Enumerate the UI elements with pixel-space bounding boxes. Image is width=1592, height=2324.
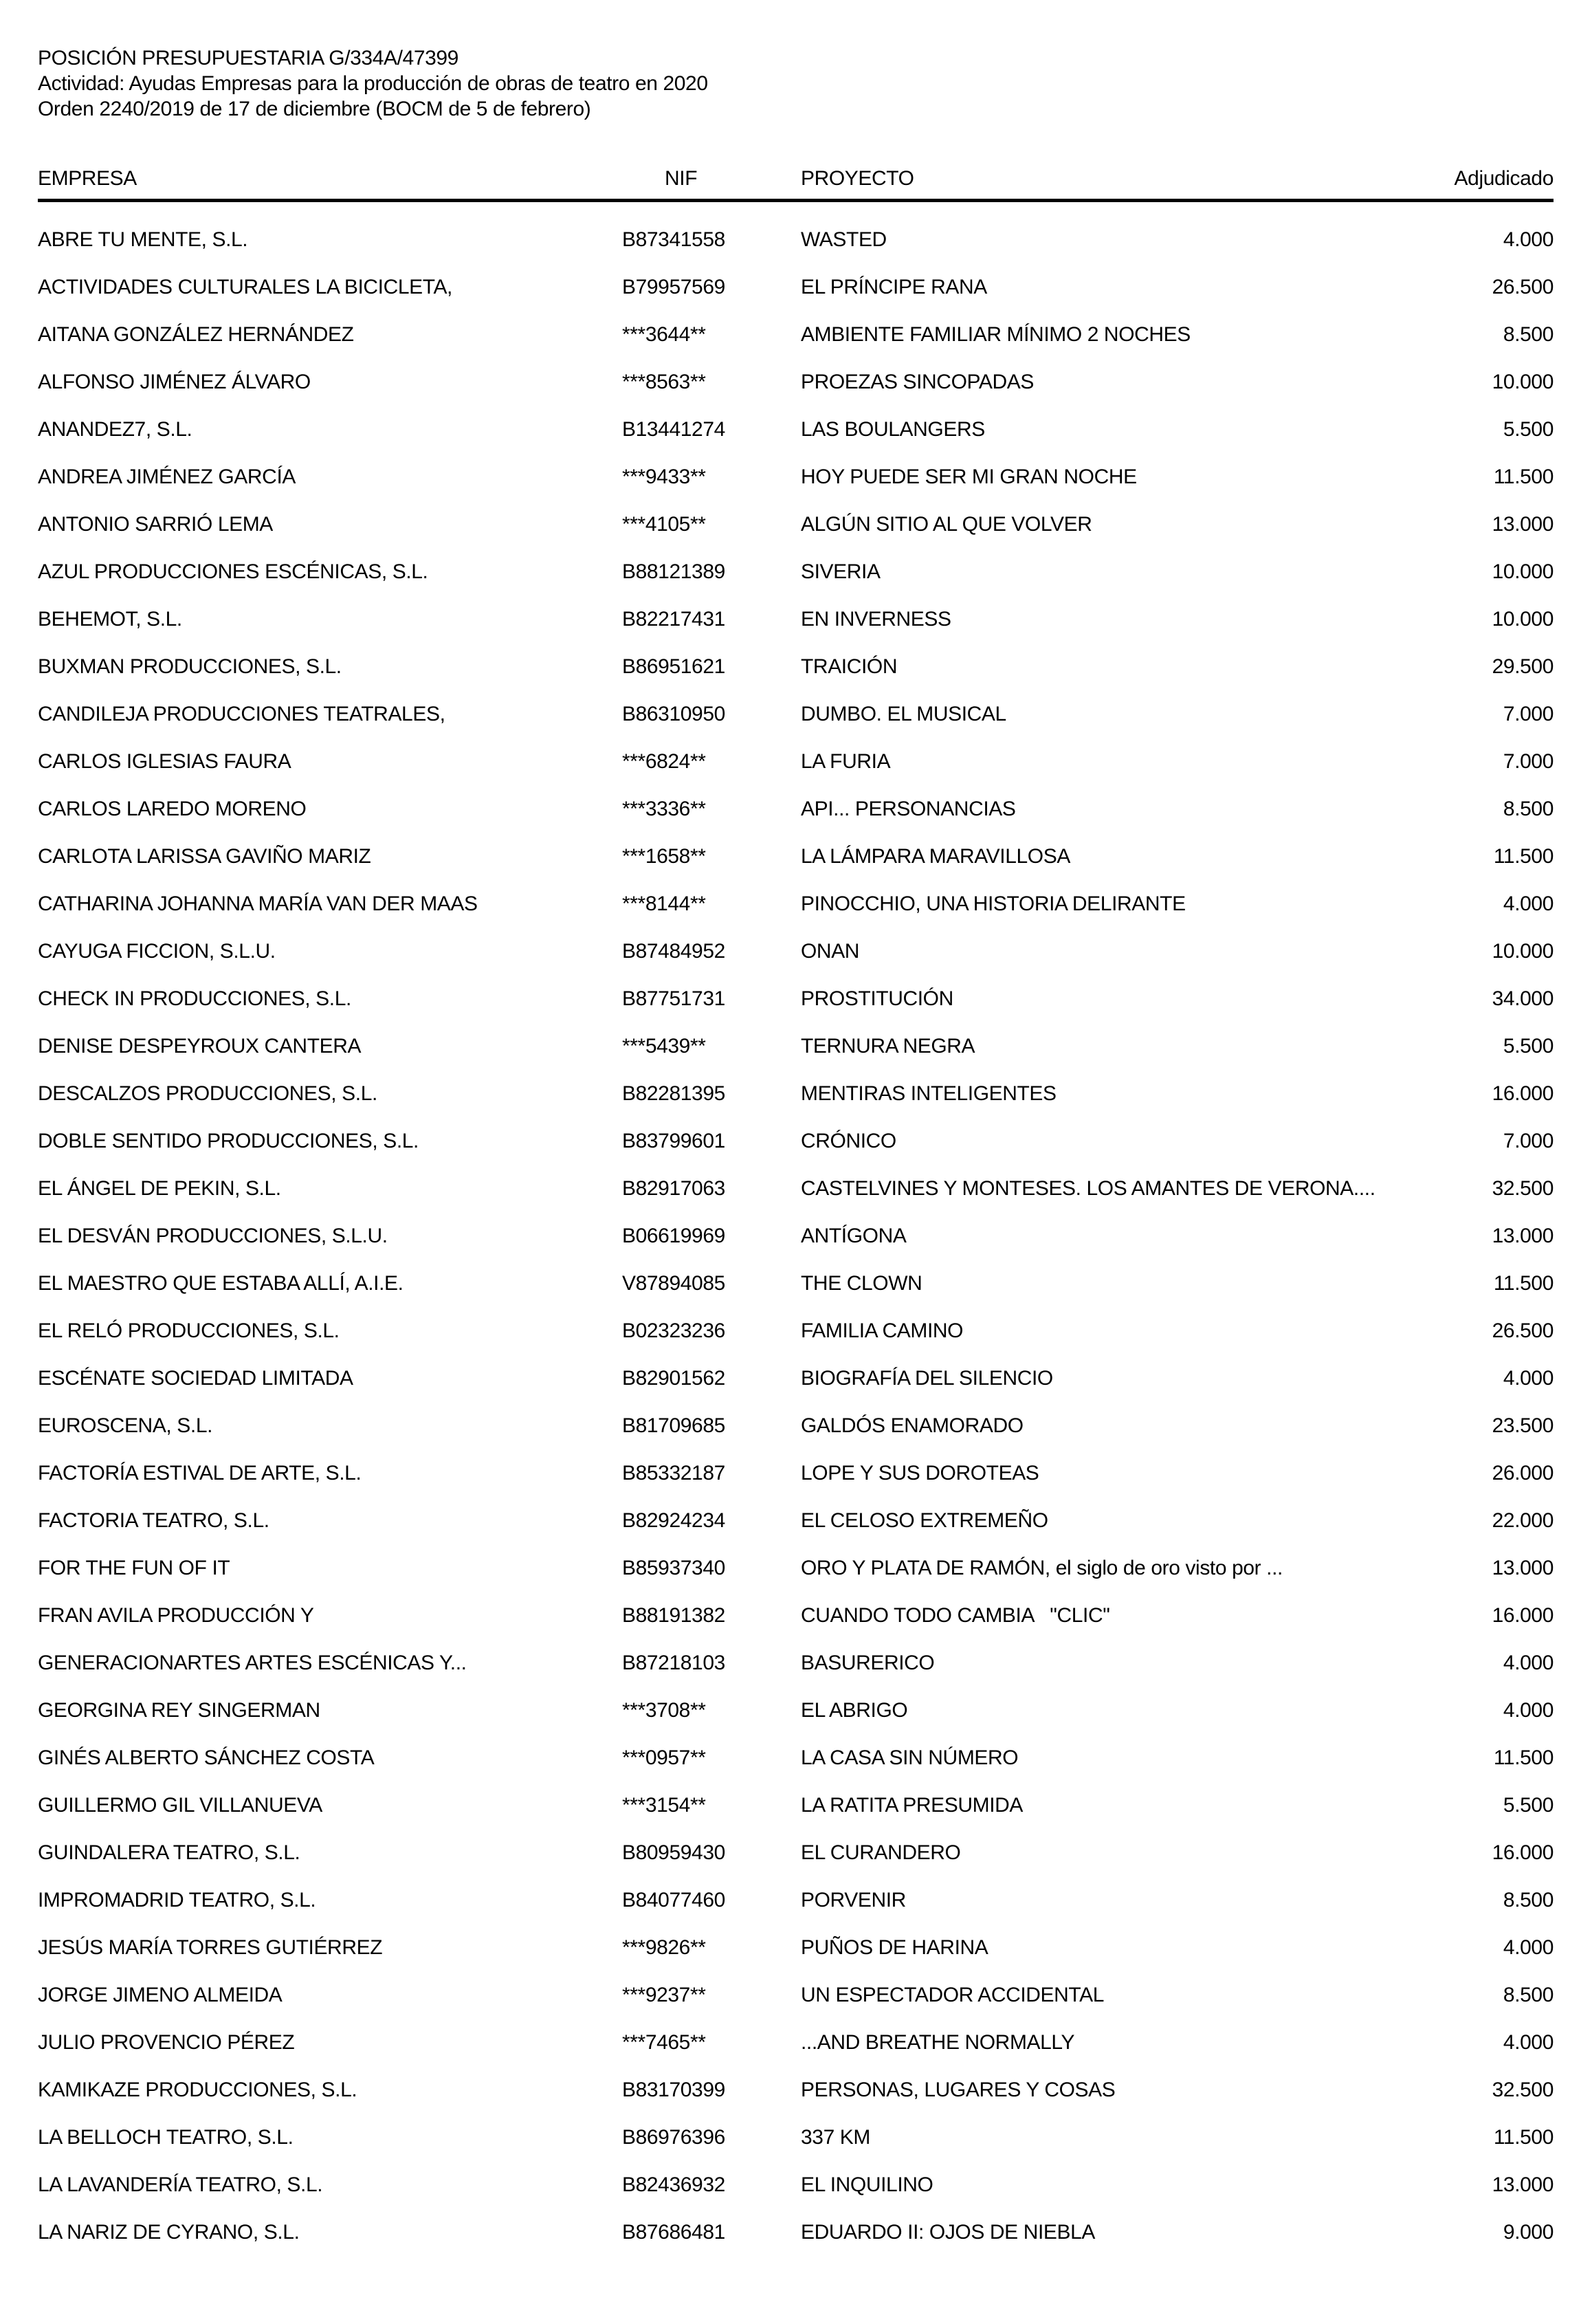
proyecto-cell: GALDÓS ENAMORADO	[801, 1414, 1024, 1437]
nif-cell: B80959430	[622, 1841, 725, 1864]
empresa-cell: BUXMAN PRODUCCIONES, S.L.	[38, 655, 342, 678]
adjudicado-cell: 11.500	[1493, 844, 1554, 868]
proyecto-cell: LA CASA SIN NÚMERO	[801, 1746, 1019, 1769]
nif-cell: B87484952	[622, 939, 725, 963]
empresa-cell: ANDREA JIMÉNEZ GARCÍA	[38, 465, 296, 488]
nif-cell: ***3708**	[622, 1698, 706, 1722]
empresa-cell: ALFONSO JIMÉNEZ ÁLVARO	[38, 370, 311, 393]
table-row	[38, 2208, 1554, 2256]
adjudicado-cell: 4.000	[1503, 2030, 1554, 2054]
empresa-cell: EL MAESTRO QUE ESTABA ALLÍ, A.I.E.	[38, 1271, 403, 1295]
proyecto-cell: API... PERSONANCIAS	[801, 797, 1016, 820]
nif-cell: B82924234	[622, 1509, 725, 1532]
proyecto-cell: CUANDO TODO CAMBIA "CLIC"	[801, 1603, 1110, 1627]
empresa-cell: ANANDEZ7, S.L.	[38, 417, 192, 441]
adjudicado-cell: 34.000	[1492, 987, 1554, 1010]
empresa-cell: LA LAVANDERÍA TEATRO, S.L.	[38, 2173, 323, 2196]
adjudicado-cell: 22.000	[1492, 1509, 1554, 1532]
empresa-cell: DESCALZOS PRODUCCIONES, S.L.	[38, 1082, 377, 1105]
adjudicado-cell: 16.000	[1492, 1841, 1554, 1864]
adjudicado-cell: 7.000	[1503, 1129, 1554, 1152]
adjudicado-cell: 8.500	[1503, 1983, 1554, 2006]
adjudicado-cell: 4.000	[1503, 1936, 1554, 1959]
adjudicado-cell: 32.500	[1492, 1176, 1554, 1200]
proyecto-cell: UN ESPECTADOR ACCIDENTAL	[801, 1983, 1105, 2006]
empresa-cell: LA NARIZ DE CYRANO, S.L.	[38, 2220, 300, 2244]
nif-cell: B86976396	[622, 2125, 725, 2149]
table-row	[38, 1022, 1554, 1070]
empresa-cell: FRAN AVILA PRODUCCIÓN Y	[38, 1603, 314, 1627]
proyecto-cell: SIVERIA	[801, 560, 881, 583]
nif-cell: B82217431	[622, 607, 725, 631]
nif-cell: B87341558	[622, 228, 725, 251]
adjudicado-cell: 26.500	[1492, 1319, 1554, 1342]
table-row	[38, 1497, 1554, 1544]
table-row	[38, 643, 1554, 690]
empresa-cell: DENISE DESPEYROUX CANTERA	[38, 1034, 362, 1057]
empresa-cell: BEHEMOT, S.L.	[38, 607, 182, 631]
nif-cell: V87894085	[622, 1271, 725, 1295]
nif-cell: B85332187	[622, 1461, 725, 1484]
empresa-cell: ACTIVIDADES CULTURALES LA BICICLETA,	[38, 275, 452, 298]
nif-cell: ***5439**	[622, 1034, 706, 1057]
table-row	[38, 1924, 1554, 1971]
empresa-cell: LA BELLOCH TEATRO, S.L.	[38, 2125, 294, 2149]
table-row	[38, 1402, 1554, 1449]
empresa-cell: JORGE JIMENO ALMEIDA	[38, 1983, 283, 2006]
proyecto-cell: LOPE Y SUS DOROTEAS	[801, 1461, 1039, 1484]
nif-cell: B88191382	[622, 1603, 725, 1627]
empresa-cell: GUILLERMO GIL VILLANUEVA	[38, 1793, 322, 1817]
adjudicado-cell: 5.500	[1503, 417, 1554, 441]
adjudicado-cell: 5.500	[1503, 1034, 1554, 1057]
table-header-row	[38, 167, 1554, 202]
adjudicado-cell: 11.500	[1493, 465, 1554, 488]
table-row	[38, 1971, 1554, 2019]
empresa-cell: FOR THE FUN OF IT	[38, 1556, 230, 1579]
adjudicado-cell: 13.000	[1492, 2173, 1554, 2196]
nif-cell: B83170399	[622, 2078, 725, 2101]
adjudicado-cell: 13.000	[1492, 1224, 1554, 1247]
proyecto-cell: PROEZAS SINCOPADAS	[801, 370, 1034, 393]
empresa-cell: IMPROMADRID TEATRO, S.L.	[38, 1888, 316, 1911]
proyecto-cell: CRÓNICO	[801, 1129, 896, 1152]
proyecto-cell: BASURERICO	[801, 1651, 935, 1674]
proyecto-cell: ONAN	[801, 939, 860, 963]
nif-cell: B13441274	[622, 417, 725, 441]
adjudicado-cell: 5.500	[1503, 1793, 1554, 1817]
adjudicado-cell: 16.000	[1492, 1603, 1554, 1627]
proyecto-cell: MENTIRAS INTELIGENTES	[801, 1082, 1057, 1105]
empresa-cell: KAMIKAZE PRODUCCIONES, S.L.	[38, 2078, 357, 2101]
table-row	[38, 1544, 1554, 1592]
nif-cell: B84077460	[622, 1888, 725, 1911]
proyecto-cell: ANTÍGONA	[801, 1224, 907, 1247]
proyecto-cell: LAS BOULANGERS	[801, 417, 985, 441]
empresa-cell: GENERACIONARTES ARTES ESCÉNICAS Y...	[38, 1651, 467, 1674]
empresa-cell: GEORGINA REY SINGERMAN	[38, 1698, 320, 1722]
empresa-cell: CATHARINA JOHANNA MARÍA VAN DER MAAS	[38, 892, 478, 915]
empresa-cell: CAYUGA FICCION, S.L.U.	[38, 939, 276, 963]
nif-cell: B88121389	[622, 560, 725, 583]
adjudicado-cell: 7.000	[1503, 702, 1554, 725]
adjudicado-cell: 11.500	[1493, 1271, 1554, 1295]
nif-cell: ***1658**	[622, 844, 706, 868]
proyecto-cell: DUMBO. EL MUSICAL	[801, 702, 1006, 725]
order-line: Orden 2240/2019 de 17 de diciembre (BOCM de 5 de febrero)	[38, 98, 591, 120]
adjudicado-cell: 16.000	[1492, 1082, 1554, 1105]
proyecto-cell: ...AND BREATHE NORMALLY	[801, 2030, 1075, 2054]
nif-cell: ***3336**	[622, 797, 706, 820]
nif-cell: ***9826**	[622, 1936, 706, 1959]
proyecto-cell: PROSTITUCIÓN	[801, 987, 953, 1010]
proyecto-cell: PERSONAS, LUGARES Y COSAS	[801, 2078, 1116, 2101]
empresa-cell: ANTONIO SARRIÓ LEMA	[38, 512, 273, 536]
proyecto-cell: EDUARDO II: OJOS DE NIEBLA	[801, 2220, 1096, 2244]
proyecto-cell: TRAICIÓN	[801, 655, 898, 678]
adjudicado-cell: 4.000	[1503, 892, 1554, 915]
table-row	[38, 595, 1554, 643]
empresa-cell: CARLOTA LARISSA GAVIÑO MARIZ	[38, 844, 371, 868]
table-row	[38, 738, 1554, 785]
proyecto-cell: LA FURIA	[801, 749, 891, 773]
empresa-cell: FACTORIA TEATRO, S.L.	[38, 1509, 269, 1532]
proyecto-cell: LA LÁMPARA MARAVILLOSA	[801, 844, 1070, 868]
nif-cell: B82917063	[622, 1176, 725, 1200]
table-row	[38, 2019, 1554, 2066]
adjudicado-cell: 13.000	[1492, 512, 1554, 536]
adjudicado-cell: 29.500	[1492, 655, 1554, 678]
proyecto-cell: EN INVERNESS	[801, 607, 951, 631]
nif-cell: ***9237**	[622, 1983, 706, 2006]
adjudicado-cell: 26.500	[1492, 275, 1554, 298]
proyecto-cell: ORO Y PLATA DE RAMÓN, el siglo de oro visto por ...	[801, 1556, 1283, 1579]
empresa-cell: CARLOS IGLESIAS FAURA	[38, 749, 291, 773]
proyecto-cell: ALGÚN SITIO AL QUE VOLVER	[801, 512, 1092, 536]
nif-cell: B85937340	[622, 1556, 725, 1579]
nif-cell: B06619969	[622, 1224, 725, 1247]
col-header-proyecto: PROYECTO	[801, 167, 914, 190]
empresa-cell: EL RELÓ PRODUCCIONES, S.L.	[38, 1319, 340, 1342]
table-row	[38, 1782, 1554, 1829]
table-row	[38, 1212, 1554, 1260]
proyecto-cell: LA RATITA PRESUMIDA	[801, 1793, 1024, 1817]
table-row	[38, 1639, 1554, 1687]
table-row	[38, 548, 1554, 595]
table-row	[38, 453, 1554, 501]
adjudicado-cell: 11.500	[1493, 2125, 1554, 2149]
empresa-cell: JESÚS MARÍA TORRES GUTIÉRREZ	[38, 1936, 383, 1959]
adjudicado-cell: 32.500	[1492, 2078, 1554, 2101]
empresa-cell: AITANA GONZÁLEZ HERNÁNDEZ	[38, 322, 354, 346]
adjudicado-cell: 10.000	[1492, 370, 1554, 393]
adjudicado-cell: 10.000	[1492, 560, 1554, 583]
nif-cell: B83799601	[622, 1129, 725, 1152]
nif-cell: B82901562	[622, 1366, 725, 1390]
table-row	[38, 311, 1554, 358]
proyecto-cell: PINOCCHIO, UNA HISTORIA DELIRANTE	[801, 892, 1186, 915]
table-row	[38, 1070, 1554, 1117]
proyecto-cell: EL INQUILINO	[801, 2173, 933, 2196]
proyecto-cell: TERNURA NEGRA	[801, 1034, 975, 1057]
empresa-cell: EUROSCENA, S.L.	[38, 1414, 213, 1437]
nif-cell: B82436932	[622, 2173, 725, 2196]
empresa-cell: ABRE TU MENTE, S.L.	[38, 228, 248, 251]
table-row	[38, 975, 1554, 1022]
adjudicado-cell: 10.000	[1492, 939, 1554, 963]
nif-cell: ***6824**	[622, 749, 706, 773]
empresa-cell: FACTORÍA ESTIVAL DE ARTE, S.L.	[38, 1461, 362, 1484]
table-row	[38, 2161, 1554, 2208]
table-row	[38, 406, 1554, 453]
empresa-cell: DOBLE SENTIDO PRODUCCIONES, S.L.	[38, 1129, 419, 1152]
adjudicado-cell: 23.500	[1492, 1414, 1554, 1437]
table-row	[38, 1165, 1554, 1212]
budget-position-line: POSICIÓN PRESUPUESTARIA G/334A/47399	[38, 47, 458, 69]
proyecto-cell: AMBIENTE FAMILIAR MÍNIMO 2 NOCHES	[801, 322, 1191, 346]
document-header	[0, 0, 1592, 122]
proyecto-cell: PUÑOS DE HARINA	[801, 1936, 988, 1959]
proyecto-cell: CASTELVINES Y MONTESES. LOS AMANTES DE VERONA....	[801, 1176, 1375, 1200]
proyecto-cell: WASTED	[801, 228, 887, 251]
nif-cell: B82281395	[622, 1082, 725, 1105]
table-row	[38, 1829, 1554, 1876]
table-row	[38, 2066, 1554, 2114]
empresa-cell: GINÉS ALBERTO SÁNCHEZ COSTA	[38, 1746, 375, 1769]
empresa-cell: JULIO PROVENCIO PÉREZ	[38, 2030, 295, 2054]
adjudicado-cell: 4.000	[1503, 228, 1554, 251]
table-row	[38, 1687, 1554, 1734]
empresa-cell: EL ÁNGEL DE PEKIN, S.L.	[38, 1176, 281, 1200]
table-row	[38, 216, 1554, 263]
nif-cell: B02323236	[622, 1319, 725, 1342]
proyecto-cell: EL CELOSO EXTREMEÑO	[801, 1509, 1048, 1532]
col-header-empresa: EMPRESA	[38, 167, 137, 190]
table-row	[38, 263, 1554, 311]
nif-cell: ***8144**	[622, 892, 706, 915]
col-header-adjudicado: Adjudicado	[1454, 167, 1554, 190]
adjudicado-cell: 4.000	[1503, 1366, 1554, 1390]
proyecto-cell: HOY PUEDE SER MI GRAN NOCHE	[801, 465, 1137, 488]
table-row	[38, 1355, 1554, 1402]
proyecto-cell: 337 KM	[801, 2125, 870, 2149]
table-row	[38, 833, 1554, 880]
proyecto-cell: THE CLOWN	[801, 1271, 922, 1295]
table-row	[38, 1876, 1554, 1924]
empresa-cell: CANDILEJA PRODUCCIONES TEATRALES,	[38, 702, 445, 725]
adjudicado-cell: 13.000	[1492, 1556, 1554, 1579]
empresa-cell: ESCÉNATE SOCIEDAD LIMITADA	[38, 1366, 353, 1390]
table-row	[38, 690, 1554, 738]
col-header-nif: NIF	[665, 167, 698, 190]
nif-cell: B87218103	[622, 1651, 725, 1674]
nif-cell: B87686481	[622, 2220, 725, 2244]
table-row	[38, 2114, 1554, 2161]
nif-cell: ***4105**	[622, 512, 706, 536]
adjudicado-cell: 4.000	[1503, 1651, 1554, 1674]
adjudicado-cell: 7.000	[1503, 749, 1554, 773]
table-row	[38, 785, 1554, 833]
adjudicado-cell: 10.000	[1492, 607, 1554, 631]
nif-cell: ***9433**	[622, 465, 706, 488]
adjudicado-cell: 9.000	[1503, 2220, 1554, 2244]
empresa-cell: AZUL PRODUCCIONES ESCÉNICAS, S.L.	[38, 560, 428, 583]
table-row	[38, 358, 1554, 406]
activity-line: Actividad: Ayudas Empresas para la producción de obras de teatro en 2020	[38, 72, 708, 95]
adjudicado-cell: 8.500	[1503, 322, 1554, 346]
nif-cell: B86310950	[622, 702, 725, 725]
table-row	[38, 1260, 1554, 1307]
nif-cell: B81709685	[622, 1414, 725, 1437]
table-row	[38, 1117, 1554, 1165]
table-row	[38, 880, 1554, 928]
proyecto-cell: EL PRÍNCIPE RANA	[801, 275, 987, 298]
table-body	[38, 202, 1554, 2256]
nif-cell: ***7465**	[622, 2030, 706, 2054]
table-row	[38, 928, 1554, 975]
proyecto-cell: PORVENIR	[801, 1888, 906, 1911]
adjudicado-cell: 26.000	[1492, 1461, 1554, 1484]
proyecto-cell: BIOGRAFÍA DEL SILENCIO	[801, 1366, 1053, 1390]
grants-table	[38, 167, 1554, 2256]
adjudicado-cell: 11.500	[1493, 1746, 1554, 1769]
table-row	[38, 501, 1554, 548]
table-row	[38, 1592, 1554, 1639]
nif-cell: ***3644**	[622, 322, 706, 346]
proyecto-cell: EL ABRIGO	[801, 1698, 908, 1722]
nif-cell: ***0957**	[622, 1746, 706, 1769]
empresa-cell: EL DESVÁN PRODUCCIONES, S.L.U.	[38, 1224, 388, 1247]
proyecto-cell: FAMILIA CAMINO	[801, 1319, 964, 1342]
proyecto-cell: EL CURANDERO	[801, 1841, 961, 1864]
table-row	[38, 1734, 1554, 1782]
nif-cell: B79957569	[622, 275, 725, 298]
empresa-cell: CHECK IN PRODUCCIONES, S.L.	[38, 987, 351, 1010]
adjudicado-cell: 4.000	[1503, 1698, 1554, 1722]
adjudicado-cell: 8.500	[1503, 1888, 1554, 1911]
table-row	[38, 1449, 1554, 1497]
nif-cell: B87751731	[622, 987, 725, 1010]
nif-cell: B86951621	[622, 655, 725, 678]
nif-cell: ***3154**	[622, 1793, 706, 1817]
empresa-cell: CARLOS LAREDO MORENO	[38, 797, 307, 820]
nif-cell: ***8563**	[622, 370, 706, 393]
adjudicado-cell: 8.500	[1503, 797, 1554, 820]
table-row	[38, 1307, 1554, 1355]
empresa-cell: GUINDALERA TEATRO, S.L.	[38, 1841, 300, 1864]
